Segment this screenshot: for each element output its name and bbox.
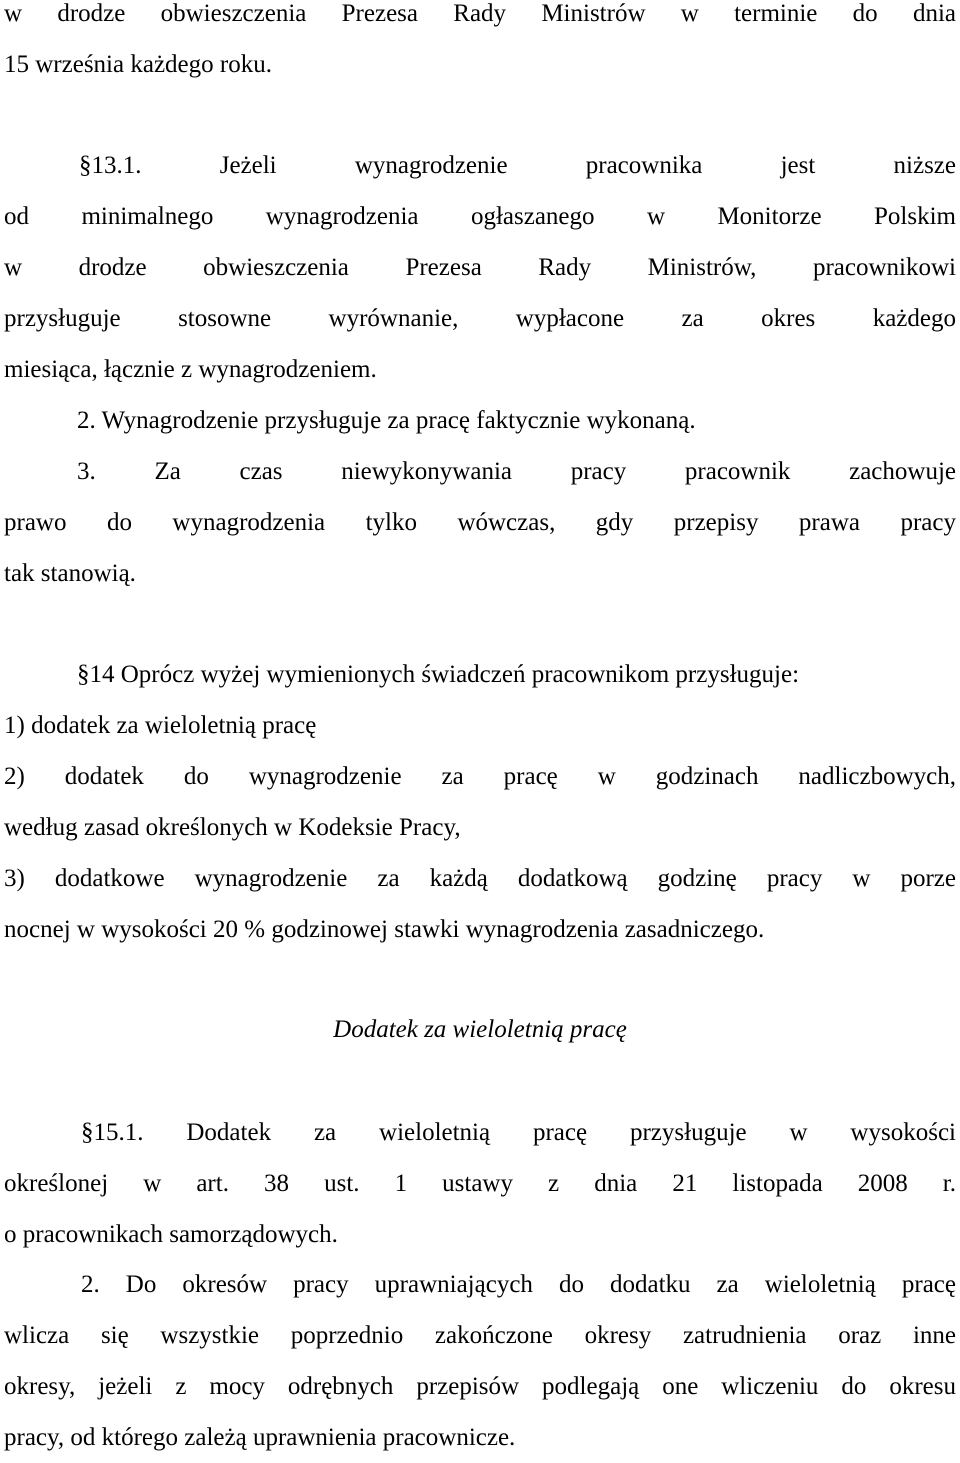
paragraph-13-3-start: 3. Za czas niewykonywania pracy pracownik zachowuje [77,458,956,485]
text-line: przysługuje stosowne wyrównanie, wypłacone za okres każdego [4,305,956,332]
paragraph-14-intro: §14 Oprócz wyżej wymienionych świadczeń pracownikom przysługuje: [77,661,800,688]
text-line: pracy, od którego zależą uprawnienia pracownicze. [4,1424,516,1451]
text-line: okresy, jeżeli z mocy odrębnych przepisów podlegają one wliczeniu do okresu [4,1373,956,1400]
list-item: 2) dodatek do wynagrodzenie za pracę w godzinach nadliczbowych, [4,763,956,790]
paragraph-15-2-start: 2. Do okresów pracy uprawniających do dodatku za wieloletnią pracę [81,1271,956,1298]
paragraph-13-1-start: §13.1. Jeżeli wynagrodzenie pracownika jest niższe [79,152,956,179]
paragraph-15-1-start: §15.1. Dodatek za wieloletnią pracę przysługuje w wysokości [81,1119,956,1146]
section-heading: Dodatek za wieloletnią pracę [333,1016,627,1043]
text-line: 15 września każdego roku. [4,51,272,78]
list-item: 1) dodatek za wieloletnią pracę [4,712,317,739]
text-line: określonej w art. 38 ust. 1 ustawy z dnia 21 listopada 2008 r. [4,1170,956,1197]
text-line: w drodze obwieszczenia Prezesa Rady Ministrów, pracownikowi [4,254,956,281]
text-line: według zasad określonych w Kodeksie Pracy, [4,814,461,841]
list-item: 3) dodatkowe wynagrodzenie za każdą dodatkową godzinę pracy w porze [4,865,956,892]
text-line: wlicza się wszystkie poprzednio zakończone okresy zatrudnienia oraz inne [4,1322,956,1349]
text-line: tak stanowią. [4,560,136,587]
text-line: nocnej w wysokości 20 % godzinowej stawki wynagrodzenia zasadniczego. [4,916,765,943]
text-line: miesiąca, łącznie z wynagrodzeniem. [4,356,377,383]
text-line: prawo do wynagrodzenia tylko wówczas, gdy przepisy prawa pracy [4,509,956,536]
text-line: w drodze obwieszczenia Prezesa Rady Ministrów w terminie do dnia [4,0,956,27]
text-line: od minimalnego wynagrodzenia ogłaszanego w Monitorze Polskim [4,203,956,230]
paragraph-13-2: 2. Wynagrodzenie przysługuje za pracę faktycznie wykonaną. [77,407,696,434]
text-line: o pracownikach samorządowych. [4,1221,338,1248]
